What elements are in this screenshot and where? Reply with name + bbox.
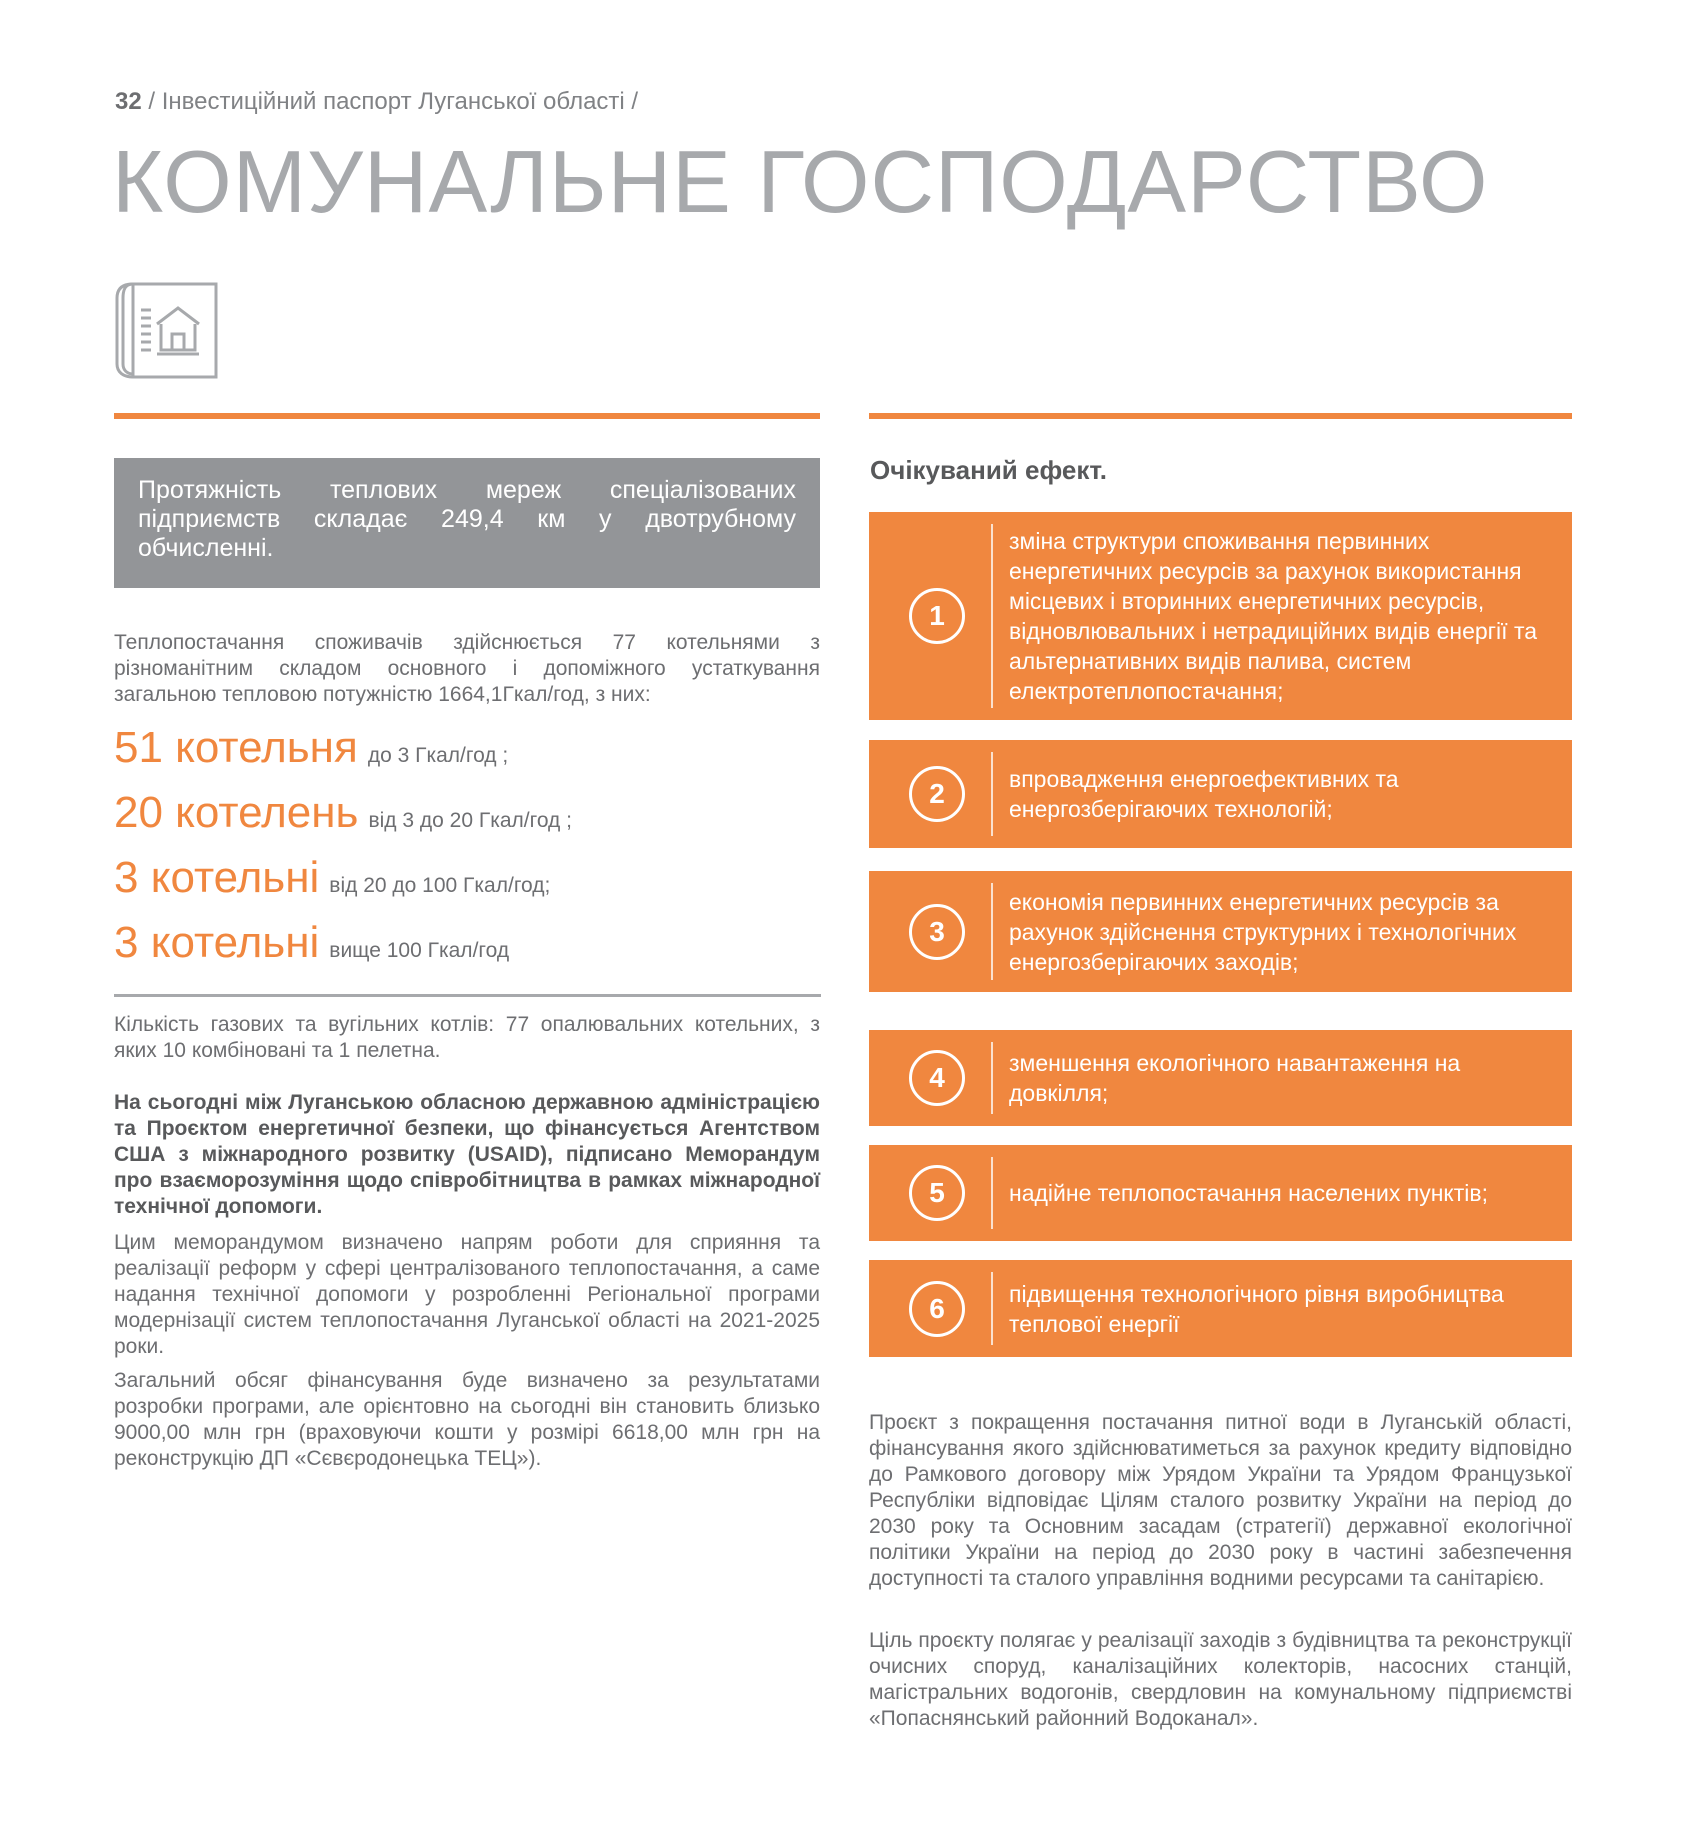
effect-item (869, 1030, 1572, 1126)
boilers-count-text: Кількість газових та вугільних котлів: 77 опалювальних котельних, з яких 10 комбіновані та 1 пелетна. (114, 1013, 820, 1062)
effect-separator (991, 752, 993, 836)
network-length-highlight: Протяжність теплових мереж спеціалізованих підприємств складає 249,4 км у двотрубному обчисленні. (114, 458, 820, 588)
boiler-count: 20 котелень (114, 788, 359, 837)
effect-number: 1 (909, 588, 965, 644)
memorandum-details: Цим меморандумом визначено напрям роботи для сприяння та реалізації реформ у сфері централізованого теплопостачання, а саме надання технічної допомоги у розробленні Регіональної програми модернізації систем теплопостачання Луганської області на 2021-2025 роки. (114, 1231, 820, 1358)
boiler-capacity: від 3 до 20 Гкал/год ; (368, 809, 572, 832)
page-title: КОМУНАЛЬНЕ ГОСПОДАРСТВО (112, 132, 1489, 231)
boiler-group (114, 723, 508, 781)
effect-text: підвищення технологічного рівня виробництва теплової енергії (1009, 1280, 1504, 1337)
effect-number: 4 (909, 1050, 965, 1106)
boilers-divider (114, 994, 821, 997)
effect-item (869, 1145, 1572, 1241)
effect-separator (991, 883, 993, 980)
effect-separator (991, 1157, 993, 1229)
right-divider (869, 413, 1572, 419)
heat-supply-intro: Теплопостачання споживачів здійснюється 77 котельнями з різноманітним складом основного і допоміжного устаткування загальною тепловою потужністю 1664,1Гкал/год, з них: (114, 631, 820, 706)
document-house-icon (113, 280, 219, 380)
boiler-capacity: від 20 до 100 Гкал/год; (329, 874, 551, 897)
memorandum-text: На сьогодні між Луганською обласною державною адміністрацією та Проєктом енергетичної безпеки, що фінансується Агентством США з міжнародного розвитку (USAID), підписано Меморандум про взаєморозуміння щодо співробітництва в рамках міжнародної технічної допомоги. (114, 1091, 820, 1218)
boiler-group (114, 918, 509, 976)
effect-number: 6 (909, 1281, 965, 1337)
boiler-group (114, 853, 550, 911)
effect-text: впровадження енергоефективних та енергозберігаючих технологій; (1009, 766, 1399, 822)
financing-text: Загальний обсяг фінансування буде визначено за результатами розробки програми, але орієнтовно на сьогодні він становить близько 9000,00 млн грн (враховуючи кошти у розмірі 6618,00 млн грн на реконструкцію ДП «Сєвєродонецька ТЕЦ»). (114, 1369, 820, 1470)
effect-text: зменшення екологічного навантаження на довкілля; (1009, 1050, 1461, 1106)
effect-number: 5 (909, 1165, 965, 1221)
effect-text: зміна структури споживання первинних енергетичних ресурсів за рахунок використання місцевих і вторинних енергетичних ресурсів, відновлювальних і нетрадиційних видів енергії та альтернативних видів палива, систем електротеплопостачання; (1009, 528, 1538, 704)
page-header (115, 88, 638, 116)
boiler-capacity: до 3 Гкал/год ; (367, 744, 509, 767)
boiler-capacity: вище 100 Гкал/год (329, 939, 510, 962)
effect-text: надійне теплопостачання населених пунктів; (1009, 1180, 1488, 1206)
effect-item (869, 512, 1572, 720)
effect-item (869, 871, 1572, 992)
page-number: 32 (115, 88, 142, 115)
effect-item (869, 740, 1572, 848)
publication-title: / Інвестиційний паспорт Луганської області / (141, 88, 639, 115)
water-project-text: Проєкт з покращення постачання питної води в Луганській області, фінансування якого здійснюватиметься за рахунок кредиту відповідно до Рамкового договору між Урядом України та Урядом Французької Республіки відповідає Цілям сталого розвитку України на період до 2030 року та Основним засадам (стратегії) державної екологічної політики України на період до 2030 року в частині забезпечення доступності та сталого управління водними ресурсами та санітарією. (869, 1411, 1572, 1590)
effect-separator (991, 1042, 993, 1114)
effect-text: економія первинних енергетичних ресурсів за рахунок здійснення структурних і технологічних енергозберігаючих заходів; (1009, 888, 1517, 975)
effect-item (869, 1260, 1572, 1357)
effect-separator (991, 524, 993, 708)
boiler-count: 3 котельні (114, 853, 320, 902)
water-project-goal: Ціль проєкту полягає у реалізації заходів з будівництва та реконструкції очисних споруд, каналізаційних колекторів, насосних станцій, магістральних водогонів, свердловин на комунальному підприємстві «Попаснянський районний Водоканал». (869, 1629, 1572, 1730)
expected-effect-heading: Очікуваний ефект. (870, 455, 1108, 485)
left-divider (114, 413, 820, 419)
effect-separator (991, 1272, 993, 1345)
boiler-group (114, 788, 572, 846)
boiler-count: 51 котельня (114, 723, 358, 772)
effect-number: 2 (909, 766, 965, 822)
boiler-count: 3 котельні (114, 918, 320, 967)
effect-number: 3 (909, 904, 965, 960)
